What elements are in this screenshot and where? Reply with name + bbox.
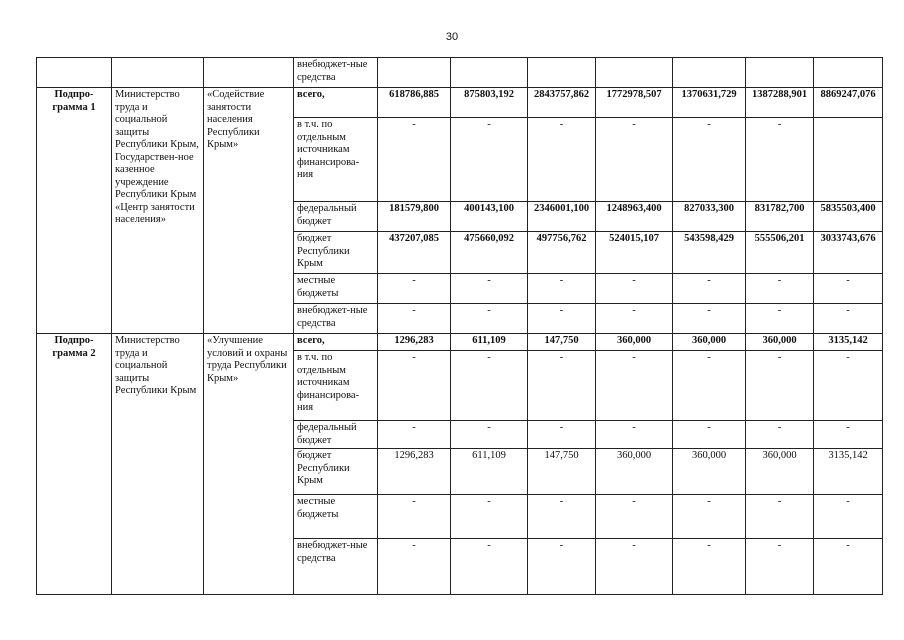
value-cell: - [746,304,814,334]
value-cell: 475660,092 [451,232,528,274]
value-cell: - [596,421,673,449]
value-cell: - [746,421,814,449]
value-cell: 360,000 [596,449,673,495]
value-cell: - [451,118,528,202]
value-cell: - [378,421,451,449]
funding-source-cell: внебюджет-ные средства [294,58,378,88]
value-cell: - [814,539,883,595]
value-cell: - [746,274,814,304]
value-cell [451,58,528,88]
value-cell: 5835503,400 [814,202,883,232]
table-row [37,88,883,118]
page-number: 30 [445,31,459,43]
value-cell [673,58,746,88]
funding-source-cell: местные бюджеты [294,495,378,539]
value-cell: 524015,107 [596,232,673,274]
funding-source-cell: бюджет Республики Крым [294,449,378,495]
value-cell: - [451,495,528,539]
value-cell: 360,000 [673,334,746,351]
value-cell: 360,000 [746,449,814,495]
value-cell: - [378,495,451,539]
funding-source-cell: всего, [294,88,378,118]
value-cell: 1296,283 [378,334,451,351]
subprogram-label-cell [37,58,112,88]
value-cell: - [746,495,814,539]
value-cell: - [528,274,596,304]
value-cell: - [596,118,673,202]
table-body [37,58,883,595]
table-row [37,58,883,88]
value-cell: - [528,304,596,334]
value-cell: - [528,351,596,421]
value-cell: 437207,085 [378,232,451,274]
value-cell: - [814,274,883,304]
value-cell: 611,109 [451,334,528,351]
value-cell: 181579,800 [378,202,451,232]
value-cell [746,58,814,88]
value-cell: 543598,429 [673,232,746,274]
value-cell: 1387288,901 [746,88,814,118]
subprogram-name-cell [204,58,294,88]
value-cell: - [528,118,596,202]
value-cell: 1772978,507 [596,88,673,118]
value-cell: - [378,351,451,421]
value-cell: - [814,421,883,449]
subprogram-name-cell: «Улучшение условий и охраны труда Республики Крым» [204,334,294,595]
value-cell: 555506,201 [746,232,814,274]
value-cell: - [528,539,596,595]
executor-cell: Министерство труда и социальной защиты Республики Крым [112,334,204,595]
value-cell: - [596,539,673,595]
value-cell [814,58,883,88]
value-cell: - [528,495,596,539]
value-cell: 147,750 [528,334,596,351]
table-row [37,334,883,351]
funding-source-cell: федеральный бюджет [294,202,378,232]
funding-source-cell: местные бюджеты [294,274,378,304]
value-cell: - [596,274,673,304]
value-cell: 8869247,076 [814,88,883,118]
value-cell: 2843757,862 [528,88,596,118]
value-cell: - [596,304,673,334]
funding-source-cell: в т.ч. по отдельным источникам финансирова-ния [294,351,378,421]
value-cell: - [673,539,746,595]
value-cell [596,58,673,88]
value-cell: 1370631,729 [673,88,746,118]
funding-source-cell: внебюджет-ные средства [294,539,378,595]
value-cell: - [528,421,596,449]
value-cell: - [746,118,814,202]
value-cell: 360,000 [673,449,746,495]
value-cell: - [673,421,746,449]
value-cell: - [451,421,528,449]
value-cell: - [746,539,814,595]
value-cell: 2346001,100 [528,202,596,232]
value-cell: - [746,351,814,421]
subprogram-label-cell: Подпро-грамма 2 [37,334,112,595]
value-cell: 875803,192 [451,88,528,118]
value-cell: 147,750 [528,449,596,495]
funding-source-cell: бюджет Республики Крым [294,232,378,274]
budget-table [36,57,883,595]
subprogram-label-cell: Подпро-грамма 1 [37,88,112,334]
value-cell: 497756,762 [528,232,596,274]
value-cell: - [451,351,528,421]
value-cell: - [814,351,883,421]
value-cell: 1248963,400 [596,202,673,232]
value-cell: - [814,495,883,539]
value-cell: 618786,885 [378,88,451,118]
value-cell: 3033743,676 [814,232,883,274]
executor-cell [112,58,204,88]
value-cell: 400143,100 [451,202,528,232]
value-cell: - [378,274,451,304]
value-cell [528,58,596,88]
value-cell: - [673,304,746,334]
value-cell [814,118,883,202]
value-cell: - [378,304,451,334]
value-cell: 1296,283 [378,449,451,495]
value-cell [378,58,451,88]
value-cell: - [378,118,451,202]
value-cell: - [596,351,673,421]
value-cell: - [451,304,528,334]
value-cell: 3135,142 [814,449,883,495]
value-cell: - [673,495,746,539]
value-cell: - [451,274,528,304]
value-cell: - [673,274,746,304]
value-cell: 831782,700 [746,202,814,232]
value-cell: 3135,142 [814,334,883,351]
funding-source-cell: внебюджет-ные средства [294,304,378,334]
funding-source-cell: всего, [294,334,378,351]
funding-source-cell: в т.ч. по отдельным источникам финансирова-ния [294,118,378,202]
value-cell: 360,000 [596,334,673,351]
value-cell: - [451,539,528,595]
value-cell: - [596,495,673,539]
value-cell: 827033,300 [673,202,746,232]
value-cell: - [378,539,451,595]
value-cell: - [814,304,883,334]
value-cell: 360,000 [746,334,814,351]
funding-source-cell: федеральный бюджет [294,421,378,449]
subprogram-name-cell: «Содействие занятости населения Республики Крым» [204,88,294,334]
value-cell: - [673,118,746,202]
value-cell: 611,109 [451,449,528,495]
executor-cell: Министерство труда и социальной защиты Республики Крым, Государствен-ное казенное учреждение Республики Крым «Центр занятости населения» [112,88,204,334]
value-cell: - [673,351,746,421]
